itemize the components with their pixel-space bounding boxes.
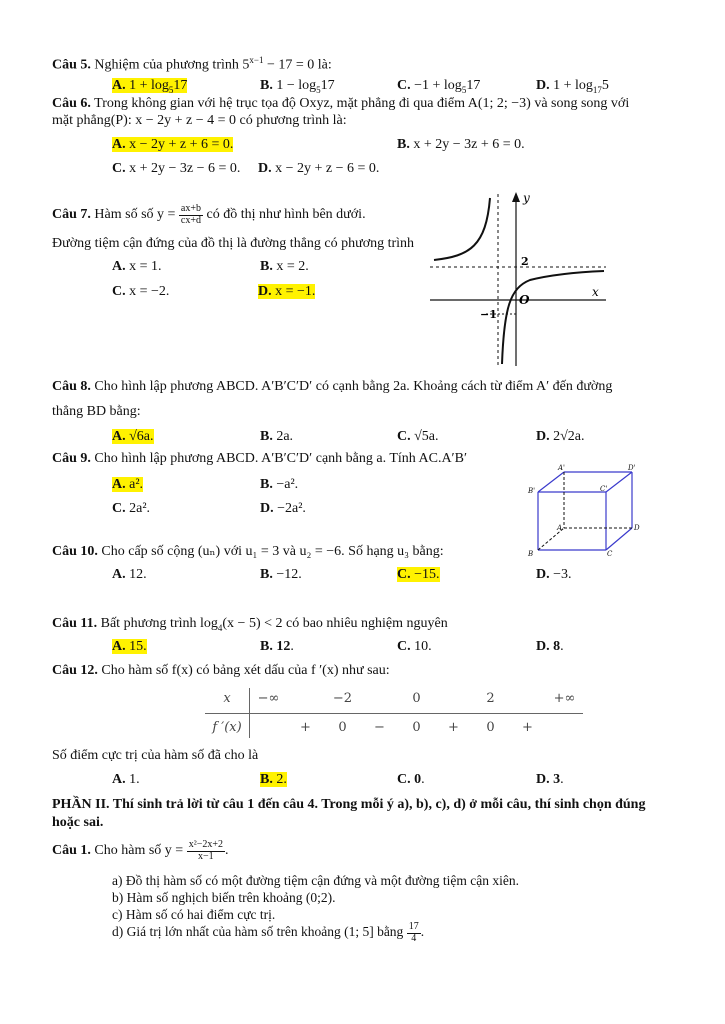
question-label: Câu 1. bbox=[52, 843, 91, 859]
q8-option-a[interactable]: A. √6a. bbox=[112, 429, 154, 444]
q7-option-a[interactable]: A. x = 1. bbox=[112, 259, 162, 274]
fraction: $\frac{17}{4}$ bbox=[408, 921, 419, 944]
question-11: Câu 11. Bất phương trình $\log_4(x - 5) < 2$ có bao nhiêu nghiệm nguyên bbox=[52, 616, 448, 633]
statement-c[interactable]: c) Hàm số có hai điểm cực trị. bbox=[112, 907, 276, 922]
q7-option-c[interactable]: C. x = −2. bbox=[112, 284, 170, 299]
q8-option-c[interactable]: C. √5a. bbox=[397, 429, 439, 444]
q6-option-c[interactable]: C. x + 2y − 3z − 6 = 0. bbox=[112, 161, 241, 176]
q12-option-d[interactable]: D. 3. bbox=[536, 772, 564, 787]
q9-option-d[interactable]: D. −2a². bbox=[260, 501, 306, 516]
svg-text:B': B' bbox=[528, 487, 536, 495]
q10-option-b[interactable]: B. −12. bbox=[260, 567, 302, 582]
q7-option-b[interactable]: B. x = 2. bbox=[260, 259, 309, 274]
q9-option-a[interactable]: A. a². bbox=[112, 477, 144, 492]
sign-table-row-x: x −∞ −2 0 2 +∞ bbox=[205, 688, 583, 713]
fraction: $\frac{ax+b}{cx+d}$ bbox=[180, 203, 201, 226]
question-label: Câu 12. bbox=[52, 663, 98, 678]
statement-d[interactable]: d) Giá trị lớn nhất của hàm số trên khoảng (1; 5] bằng $\frac{17}{4}$ . bbox=[112, 921, 425, 944]
question-8-line-2: thẳng BD bằng: bbox=[52, 404, 141, 419]
part-2-heading: PHẦN II. Thí sinh trả lời từ câu 1 đến câu 4. Trong mỗi ý a), b), c), d) ở mỗi câu, thí sinh chọn đúng bbox=[52, 797, 646, 812]
question-8: Câu 8. Cho hình lập phương ABCD. A′B′C′D′ có cạnh bằng 2a. Khoảng cách từ điểm A′ đến đường bbox=[52, 379, 613, 394]
q12-option-b[interactable]: B. 2. bbox=[260, 772, 287, 787]
function-graph bbox=[430, 190, 610, 368]
question-9: Câu 9. Cho hình lập phương ABCD. A′B′C′D′ cạnh bằng a. Tính AC.A′B′ bbox=[52, 451, 468, 466]
part-2-heading-line-2: hoặc sai. bbox=[52, 815, 104, 830]
q11-option-c[interactable]: C. 10. bbox=[397, 639, 432, 654]
y-axis-arrow bbox=[512, 192, 520, 202]
x-label: x bbox=[592, 285, 599, 299]
question-12: Câu 12. Cho hàm số f(x) có bảng xét dấu của f ′(x) như sau: bbox=[52, 663, 390, 678]
q12-option-c[interactable]: C. 0. bbox=[397, 772, 425, 787]
svg-text:D: D bbox=[634, 524, 640, 532]
q9-option-b[interactable]: B. −a². bbox=[260, 477, 299, 492]
q6-option-b[interactable]: B. x + 2y − 3z + 6 = 0. bbox=[397, 137, 525, 152]
question-label: Câu 9. bbox=[52, 451, 91, 466]
q8-option-d[interactable]: D. 2√2a. bbox=[536, 429, 585, 444]
q8-option-b[interactable]: B. 2a. bbox=[260, 429, 294, 444]
question-label: Câu 11. bbox=[52, 616, 98, 631]
q6-option-a[interactable]: A. x − 2y + z + 6 = 0. bbox=[112, 137, 234, 152]
q11-option-b[interactable]: B. 12. bbox=[260, 639, 294, 654]
cube-figure bbox=[524, 462, 644, 560]
q5-option-b[interactable]: B. $1 - \log_517$ bbox=[260, 78, 335, 95]
question-6-line-2: mặt phẳng(P): x − 2y + z − 4 = 0 có phương trình là: bbox=[52, 113, 347, 128]
question-label: Câu 10. bbox=[52, 544, 98, 559]
part-2-question-1: Câu 1. Cho hàm số y = $\frac{\text{x²−2x+2}}{x-1}$ . bbox=[52, 839, 229, 862]
y-label: y bbox=[523, 191, 530, 205]
q10-option-c[interactable]: C. −15. bbox=[397, 567, 440, 582]
h-asymptote-label: 2 bbox=[521, 255, 529, 268]
q11-option-a[interactable]: A. 15. bbox=[112, 639, 147, 654]
q6-option-d[interactable]: D. x − 2y + z − 6 = 0. bbox=[258, 161, 380, 176]
question-7: Câu 7. Hàm số số y = $\frac{ax+b}{cx+d}$ có đồ thị như hình bên dưới. bbox=[52, 203, 366, 226]
q5-option-c[interactable]: C. $-1 + \log_517$ bbox=[397, 78, 481, 95]
svg-text:A: A bbox=[557, 524, 563, 532]
question-label: Câu 6. bbox=[52, 96, 91, 111]
q11-option-d[interactable]: D. 8. bbox=[536, 639, 564, 654]
svg-text:B: B bbox=[528, 550, 534, 558]
question-label: Câu 8. bbox=[52, 379, 91, 394]
svg-text:D': D' bbox=[628, 464, 636, 472]
question-label: Câu 7. bbox=[52, 207, 91, 223]
origin-label: O bbox=[519, 293, 530, 307]
question-5: Câu 5. Nghiệm của phương trình $5^{x-1} - 17 = 0$ là: bbox=[52, 55, 332, 73]
v-asymptote-label: −1 bbox=[480, 308, 497, 321]
statement-a[interactable]: a) Đồ thị hàm số có một đường tiệm cận đứng và một đường tiệm cận xiên. bbox=[112, 873, 520, 888]
q5-option-a[interactable]: A. $1 + \log_517$ bbox=[112, 78, 188, 95]
left-branch-curve bbox=[434, 198, 490, 260]
q9-option-c[interactable]: C. 2a². bbox=[112, 501, 151, 516]
q12-option-a[interactable]: A. 1. bbox=[112, 772, 140, 787]
q10-option-d[interactable]: D. −3. bbox=[536, 567, 572, 582]
question-12-after: Số điểm cực trị của hàm số đã cho là bbox=[52, 748, 259, 763]
question-6: Câu 6. Trong không gian với hệ trục tọa độ Oxyz, mặt phẳng đi qua điểm A(1; 2; −3) và song song với bbox=[52, 96, 630, 111]
sign-table bbox=[205, 688, 583, 738]
statement-b[interactable]: b) Hàm số nghịch biến trên khoảng (0;2). bbox=[112, 890, 336, 905]
question-10: Câu 10. Cho cấp số cộng (uₙ) với u₁ = 3 và u₂ = −6. Số hạng u₃ bằng: bbox=[52, 544, 444, 559]
question-label: Câu 5. bbox=[52, 57, 91, 73]
question-7-line-2: Đường tiệm cận đứng của đồ thị là đường thẳng có phương trình bbox=[52, 236, 415, 251]
q10-option-a[interactable]: A. 12. bbox=[112, 567, 147, 582]
svg-text:C: C bbox=[607, 550, 613, 558]
q5-option-d[interactable]: D. $1 + \log_{17}5$ bbox=[536, 78, 609, 95]
svg-text:C': C' bbox=[600, 485, 608, 493]
q7-option-d[interactable]: D. x = −1. bbox=[258, 284, 316, 299]
svg-text:A': A' bbox=[558, 464, 565, 472]
sign-table-row-fprime: f ′(x) + 0 − 0 + 0 + bbox=[205, 713, 583, 738]
fraction: $\frac{\text{x²−2x+2}}{x-1}$ bbox=[188, 839, 223, 862]
right-branch-curve bbox=[502, 271, 604, 364]
